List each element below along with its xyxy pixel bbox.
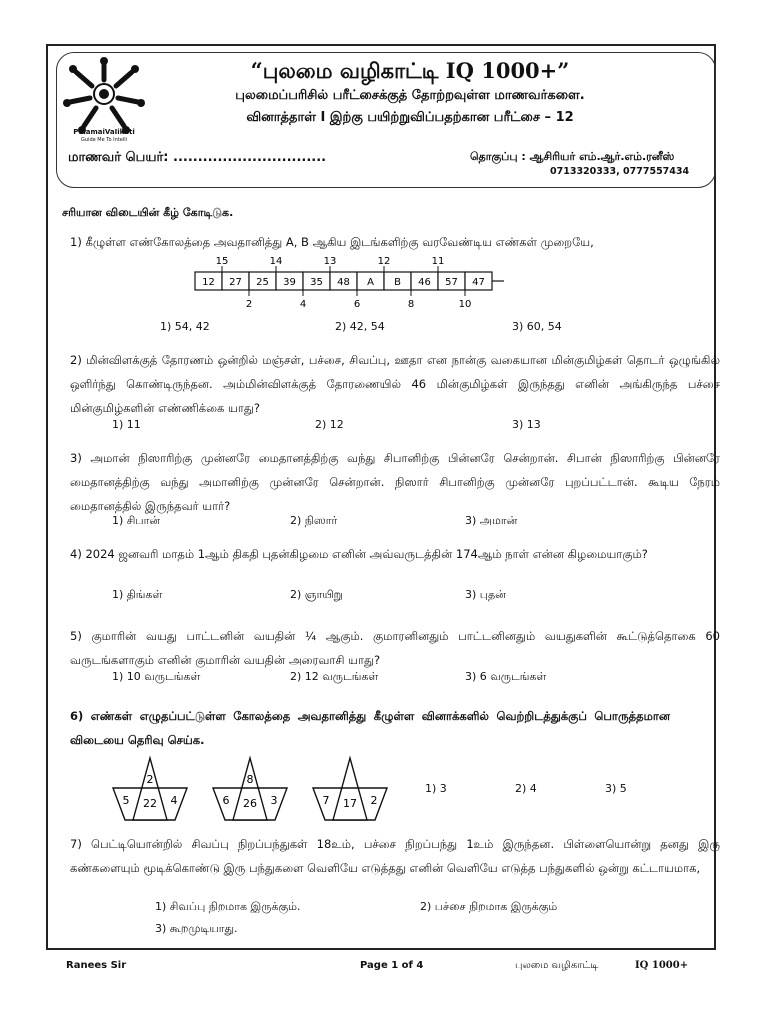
sequence-cell-value: 39	[283, 277, 296, 288]
q3-option-3[interactable]: 3) அமான்	[465, 514, 518, 527]
q5-option-3[interactable]: 3) 6 வருடங்கள்	[465, 670, 547, 683]
q2-option-2[interactable]: 2) 12	[315, 418, 344, 431]
right-value: 3	[270, 794, 278, 807]
sequence-cell-value: B	[394, 277, 401, 288]
top-number: 14	[269, 256, 283, 267]
triangle-figures	[105, 752, 395, 824]
footer-series-tag: IQ 1000+	[635, 960, 689, 971]
q6-option-2[interactable]: 2) 4	[515, 782, 537, 795]
sequence-cell-value: 48	[337, 277, 350, 288]
bottom-number: 4	[299, 299, 307, 310]
footer-page-number: Page 1 of 4	[360, 960, 424, 971]
center-value: 26	[243, 797, 257, 810]
top-number: 13	[323, 256, 337, 267]
triangle-figure	[313, 758, 387, 820]
phone-numbers: 0713320333, 0777557434	[550, 166, 690, 177]
bottom-number: 10	[458, 299, 472, 310]
teacher-credit: தொகுப்பு : ஆசிரியர் எம்.ஆர்.எம்.ரனீஸ்	[470, 150, 675, 163]
q5-option-2[interactable]: 2) 12 வருடங்கள்	[290, 670, 379, 683]
right-value: 4	[170, 794, 178, 807]
left-value: 6	[222, 794, 230, 807]
question-3-text: 3) அமான் நிஸாரிற்கு முன்னரே மைதானத்திற்கு வந்து சிபானிற்கு பின்னரே சென்றான். சிபான் நிஸாரிற்கு பின்னரே மைதானத்திற்கு வந்து அமானிற்கு முன்னரே சென்றான். நிஸார் சிபானிற்கு முன்னரே புறப்பட்டான். கூடிய நேரம் மைதானத்தில் இருந்தவர் யார்?	[70, 451, 720, 513]
q7-option-1[interactable]: 1) சிவப்பு நிறமாக இருக்கும்.	[155, 900, 301, 913]
top-value: 8	[246, 773, 254, 786]
top-number: 15	[215, 256, 229, 267]
q2-option-3[interactable]: 3) 13	[512, 418, 541, 431]
q2-option-1[interactable]: 1) 11	[112, 418, 141, 431]
header-subtitle: புலமைப்பரிசில் பரீட்சைக்குத் தோற்றவுள்ள மாணவர்களை.	[235, 88, 585, 103]
question-2-text: 2) மின்விளக்குத் தோரணம் ஒன்றில் மஞ்சள், பச்சை, சிவப்பு, ஊதா என நான்கு வகையான மின்குமிழ்கள் தொடர் ஒழுங்கில் ஒளிர்ந்து கொண்டிருந்தன. அம்மின்விளக்குத் தோரணையில் 46 மின்குமிழ்கள் இருந்தது எனின் அங்கிருந்த பச்சை மின்குமிழ்களின் எண்ணிக்கை யாது?	[70, 353, 720, 415]
student-name-field: மாணவர் பெயர்: ...............................	[68, 150, 327, 165]
sequence-cell-value: 12	[202, 277, 215, 288]
q1-option-3[interactable]: 3) 60, 54	[512, 320, 562, 333]
logo-name: PulamaiVaIikati	[73, 128, 135, 136]
sequence-cell-value: 35	[310, 277, 323, 288]
q1-option-2[interactable]: 2) 42, 54	[335, 320, 385, 333]
question-1-text: 1) கீழுள்ள எண்கோலத்தை அவதானித்து A, B ஆகிய இடங்களிற்கு வரவேண்டிய எண்கள் முறையே,	[70, 235, 594, 249]
question-4-text: 4) 2024 ஜனவரி மாதம் 1ஆம் திகதி புதன்கிழமை எனின் அவ்வருடத்தின் 174ஆம் நாள் என்ன கிழமையாகும்?	[70, 547, 648, 561]
number-sequence-figure	[190, 254, 530, 312]
footer-series-name: புலமை வழிகாட்டி	[515, 960, 599, 971]
bottom-number: 2	[245, 299, 253, 310]
question-6-text: 6) எண்கள் எழுதப்பட்டுள்ள கோலத்தை அவதானித்து கீழுள்ள வினாக்களில் வெற்றிடத்துக்குப் பொருத்தமான விடையை தெரிவு செய்க.	[70, 709, 670, 747]
logo-subtitle: Guide Me To Intelli	[81, 137, 127, 143]
sequence-cell-value: 47	[472, 277, 485, 288]
q3-option-2[interactable]: 2) நிஸார்	[290, 514, 338, 527]
q7-option-2[interactable]: 2) பச்சை நிறமாக இருக்கும்	[420, 900, 558, 913]
q5-option-1[interactable]: 1) 10 வருடங்கள்	[112, 670, 201, 683]
page-title: “புலமை வழிகாட்டி IQ 1000+”	[250, 58, 570, 83]
left-value: 5	[122, 794, 130, 807]
q6-option-3[interactable]: 3) 5	[605, 782, 627, 795]
top-number: 11	[431, 256, 445, 267]
triangle-figure	[113, 758, 187, 820]
sequence-cell-value: 46	[418, 277, 431, 288]
triangle-figure	[213, 758, 287, 820]
q4-option-3[interactable]: 3) புதன்	[465, 588, 506, 601]
top-value: 2	[146, 773, 154, 786]
q4-option-2[interactable]: 2) ஞாயிறு	[290, 588, 343, 601]
left-value: 7	[322, 794, 330, 807]
right-value: 2	[370, 794, 378, 807]
sequence-cell-value: 27	[229, 277, 242, 288]
center-value: 17	[343, 797, 357, 810]
instruction: சரியான விடையின் கீழ் கோடிடுக.	[62, 206, 234, 219]
top-number: 12	[377, 256, 391, 267]
center-value: 22	[143, 797, 157, 810]
bottom-number: 8	[407, 299, 415, 310]
bottom-number: 6	[353, 299, 361, 310]
q7-option-3[interactable]: 3) கூறமுடியாது.	[155, 922, 238, 935]
q3-option-1[interactable]: 1) சிபான்	[112, 514, 161, 527]
exam-title: வினாத்தாள் I இற்கு பயிற்றுவிப்பதற்கான பரீட்சை – 12	[246, 110, 574, 125]
footer-author: Ranees Sir	[66, 960, 127, 971]
question-7-text: 7) பெட்டியொன்றில் சிவப்பு நிறப்பந்துகள் 18உம், பச்சை நிறப்பந்து 1உம் இருந்தன. பிள்ளையொன்று தனது இரு கண்களையும் மூடிக்கொண்டு இரு பந்துகளை வெளியே எடுத்தது எனின் வெளியே எடுத்த பந்துகளில் ஒன்று கட்டாயமாக,	[70, 837, 720, 875]
question-5-text: 5) குமாரின் வயது பாட்டனின் வயதின் ¼ ஆகும். குமாரனினதும் பாட்டனினதும் வயதுகளின் கூட்டுத்தொகை 60 வருடங்களாகும் எனின் குமாரின் வயதின் அரைவாசி யாது?	[70, 629, 720, 667]
sequence-cell-value: A	[367, 277, 374, 288]
q4-option-1[interactable]: 1) திங்கள்	[112, 588, 163, 601]
sequence-cell-value: 25	[256, 277, 269, 288]
sequence-cell-value: 57	[445, 277, 458, 288]
q6-option-1[interactable]: 1) 3	[425, 782, 447, 795]
q1-option-1[interactable]: 1) 54, 42	[160, 320, 210, 333]
